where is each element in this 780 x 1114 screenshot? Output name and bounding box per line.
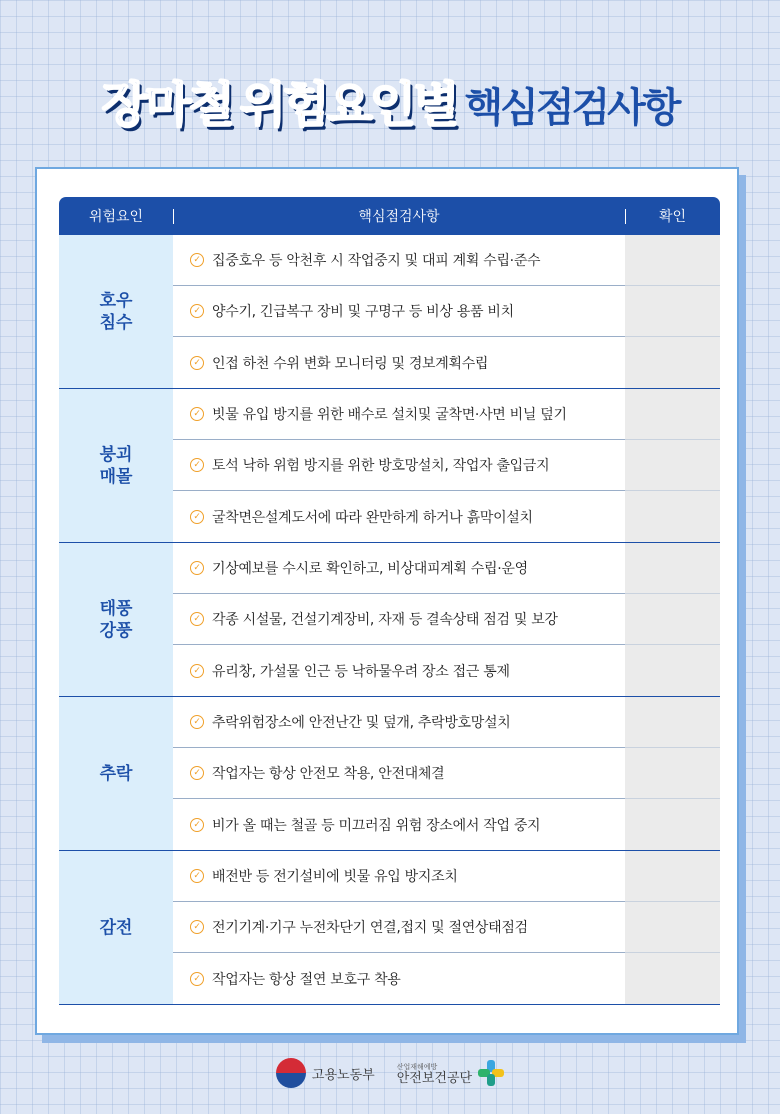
check-circle-icon: ✓	[190, 818, 204, 832]
check-circle-icon: ✓	[190, 253, 204, 267]
checklist-item	[173, 902, 625, 953]
check-circle-icon: ✓	[190, 510, 204, 524]
header-factor: 위험요인	[88, 209, 144, 225]
checklist-item-text: 작업자는 항상 절연 보호구 착용	[212, 971, 401, 988]
confirm-column	[625, 235, 720, 388]
confirm-cell[interactable]	[625, 594, 720, 645]
checklist-items	[173, 697, 625, 850]
confirm-cell[interactable]	[625, 286, 720, 337]
check-circle-icon: ✓	[190, 869, 204, 883]
checklist-item	[173, 697, 625, 748]
check-circle-icon: ✓	[190, 766, 204, 780]
confirm-cell[interactable]	[625, 543, 720, 594]
checklist-item	[173, 953, 625, 1004]
checklist-item	[173, 851, 625, 902]
checklist-item	[173, 389, 625, 440]
check-circle-icon: ✓	[190, 356, 204, 370]
header-confirm: 확인	[658, 209, 687, 225]
risk-factor-label: 태풍 강풍	[59, 543, 173, 696]
checklist-item-text: 비가 올 때는 철골 등 미끄러짐 위험 장소에서 작업 중지	[212, 817, 541, 834]
title-part2: 위험요인별	[239, 77, 457, 133]
title-part1: 장마철	[101, 77, 232, 133]
risk-group	[59, 543, 720, 697]
check-circle-icon: ✓	[190, 920, 204, 934]
confirm-cell[interactable]	[625, 851, 720, 902]
header-divider	[173, 209, 174, 224]
checklist-item-text: 토석 낙하 위험 방지를 위한 방호망설치, 작업자 출입금지	[212, 458, 550, 474]
kosha-logo	[397, 1060, 504, 1086]
confirm-cell[interactable]	[625, 748, 720, 799]
checklist-item	[173, 594, 625, 645]
confirm-cell[interactable]	[625, 235, 720, 286]
confirm-column	[625, 851, 720, 1004]
confirm-cell[interactable]	[625, 902, 720, 953]
checklist-table	[59, 197, 720, 1005]
confirm-cell[interactable]	[625, 953, 720, 1004]
confirm-cell[interactable]	[625, 337, 720, 388]
confirm-column	[625, 389, 720, 542]
checklist-item-text: 배전반 등 전기설비에 빗물 유입 방지조치	[212, 869, 458, 885]
confirm-column	[625, 543, 720, 696]
confirm-cell[interactable]	[625, 440, 720, 491]
confirm-cell[interactable]	[625, 697, 720, 748]
ministry-logo	[276, 1058, 375, 1088]
checklist-item-text: 굴착면은설계도서에 따라 완만하게 하거나 흙막이설치	[212, 509, 533, 526]
checklist-items	[173, 235, 625, 388]
footer	[0, 1058, 780, 1088]
checklist-item	[173, 748, 625, 799]
checklist-item-text: 양수기, 긴급복구 장비 및 구명구 등 비상 용품 비치	[212, 304, 514, 320]
checklist-item-text: 각종 시설물, 건설기계장비, 자재 등 결속상태 점검 및 보강	[212, 612, 558, 628]
checklist-item	[173, 235, 625, 286]
risk-factor-label: 추락	[59, 697, 173, 850]
risk-group	[59, 235, 720, 389]
checklist-item-text: 집중호우 등 악천후 시 작업중지 및 대피 계획 수립·준수	[212, 253, 541, 269]
taegeuk-icon	[276, 1058, 306, 1088]
risk-group	[59, 389, 720, 543]
ministry-name: 고용노동부	[311, 1067, 375, 1083]
risk-factor-label: 감전	[59, 851, 173, 1004]
checklist-item-text: 인접 하천 수위 변화 모니터링 및 경보계획수립	[212, 355, 489, 372]
check-circle-icon: ✓	[190, 407, 204, 421]
header-items: 핵심점검사항	[358, 209, 440, 225]
confirm-cell[interactable]	[625, 491, 720, 542]
checklist-item-text: 추락위험장소에 안전난간 및 덮개, 추락방호망설치	[212, 715, 511, 731]
checklist-items	[173, 851, 625, 1004]
kosha-cross-icon	[478, 1060, 504, 1086]
check-circle-icon: ✓	[190, 715, 204, 729]
checklist-item	[173, 799, 625, 850]
checklist-item	[173, 440, 625, 491]
check-circle-icon: ✓	[190, 561, 204, 575]
checklist-item	[173, 337, 625, 388]
checklist-item	[173, 645, 625, 696]
page-title	[0, 66, 780, 135]
confirm-cell[interactable]	[625, 389, 720, 440]
checklist-card	[35, 167, 739, 1035]
confirm-column	[625, 697, 720, 850]
checklist-item	[173, 286, 625, 337]
checklist-item-text: 빗물 유입 방지를 위한 배수로 설치및 굴착면·사면 비닐 덮기	[212, 407, 567, 423]
check-circle-icon: ✓	[190, 458, 204, 472]
table-body	[59, 235, 720, 1005]
title-part3: 핵심점검사항	[464, 85, 679, 131]
checklist-item-text: 전기기계·기구 누전차단기 연결,접지 및 절연상태점검	[212, 920, 528, 936]
confirm-cell[interactable]	[625, 799, 720, 850]
checklist-item	[173, 543, 625, 594]
risk-factor-label: 붕괴 매몰	[59, 389, 173, 542]
check-circle-icon: ✓	[190, 304, 204, 318]
kosha-name: 안전보건공단	[396, 1071, 473, 1086]
risk-group	[59, 851, 720, 1005]
checklist-items	[173, 389, 625, 542]
header-divider	[625, 209, 626, 224]
check-circle-icon: ✓	[190, 972, 204, 986]
checklist-item-text: 작업자는 항상 안전모 착용, 안전대체결	[212, 766, 445, 782]
check-circle-icon: ✓	[190, 612, 204, 626]
kosha-tagline: 산업재해예방	[396, 1063, 438, 1071]
checklist-items	[173, 543, 625, 696]
risk-factor-label: 호우 침수	[59, 235, 173, 388]
checklist-item-text: 기상예보를 수시로 확인하고, 비상대피계획 수립·운영	[212, 561, 528, 577]
checklist-item-text: 유리창, 가설물 인근 등 낙하물우려 장소 접근 통제	[212, 663, 510, 680]
check-circle-icon: ✓	[190, 664, 204, 678]
confirm-cell[interactable]	[625, 645, 720, 696]
table-header	[59, 197, 720, 235]
checklist-item	[173, 491, 625, 542]
risk-group	[59, 697, 720, 851]
